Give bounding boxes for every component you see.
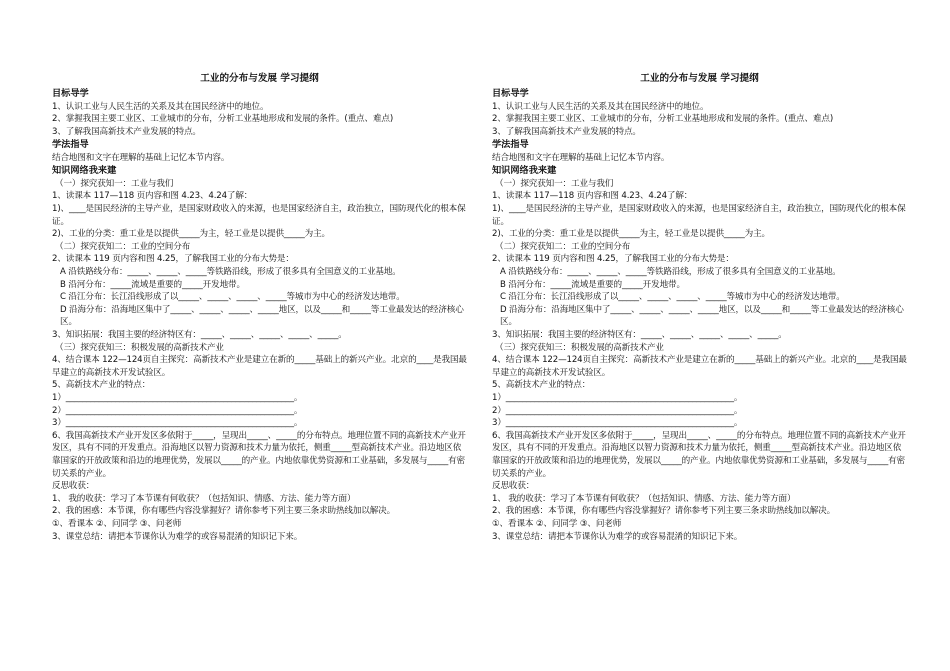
section-2-line-3: 3、知识拓展：我国主要的经济特区有：_____、_____、_____、_____、_____。 [52, 330, 347, 340]
section-1-title: （一）探究获知一：工业与我们 [495, 178, 614, 189]
section-2-item-d: D 沿海分布：沿海地区集中了_____、_____、_____、_____地区，以及_____和_____等工业最发达的经济核心区。 [60, 304, 464, 328]
reflect-heading: 反思收获： [52, 481, 95, 492]
network-heading: 知识网络我来建 [492, 165, 557, 177]
reflect-heading: 反思收获： [492, 481, 535, 492]
section-2-item-c: C 沿江分布：长江沿线形成了以_____、_____、_____、_____等城市为中心的经济发达地带。 [60, 292, 405, 303]
goal-heading: 目标导学 [52, 88, 89, 99]
section-2-title: （二）探究获知二：工业的空间分布 [495, 241, 631, 252]
method-text: 结合地图和文字在理解的基础上记忆本节内容。 [52, 152, 230, 163]
section-1-item-1: 1)、____是国民经济的主导产业，是国家财政收入的来源，也是国家经济自主，政治独立，国防现代化的根本保证。 [492, 204, 906, 227]
goal-item-2: 2、掌握我国主要工业区、工业城市的分布，分析工业基地形成和发展的条件。(重点、难点) [52, 114, 394, 125]
goal-item-3: 3、了解我国高新技术产业发展的特点。 [492, 126, 641, 137]
section-3-line-6: 6、我国高新技术产业开发区多依附于_____，呈现出_____、_____的分布特点。地理位置不同的高新技术产业开发区，具有不同的开发重点。沿海地区以智力资源和技术力量为依托，侧重_____型高新技术产业。沿边地区依靠国家的开放政策和沿边的地理优势，发展以_____的产业。内地依靠优势资源和工业基础，多发展与_____有密切关系的产业。 [52, 430, 466, 479]
section-3-line-5: 5、高新技术产业的特点： [52, 380, 151, 391]
section-2-item-b: B 沿河分布：_____流域是重要的_____开发地带。 [500, 279, 685, 290]
section-2-line-3: 3、知识拓展：我国主要的经济特区有：_____、_____、_____、_____、_____。 [492, 330, 787, 340]
right-column [492, 72, 907, 543]
reflect-options: ①、看课本 ②、问同学 ③、问老师 [52, 518, 182, 529]
section-2-item-d: D 沿海分布：沿海地区集中了_____、_____、_____、_____地区，以及_____和_____等工业最发达的经济核心区。 [500, 304, 904, 328]
section-3-title: （三）探究获知三：积极发展的高新技术产业 [55, 342, 224, 353]
section-3-line-5: 5、高新技术产业的特点： [492, 380, 591, 391]
section-3-line-6: 6、我国高新技术产业开发区多依附于_____，呈现出_____、_____的分布特点。地理位置不同的高新技术产业开发区，具有不同的开发重点。沿海地区以智力资源和技术力量为依托，侧重_____型高新技术产业。沿边地区依靠国家的开放政策和沿边的地理优势，发展以_____的产业。内地依靠优势资源和工业基础，多发展与_____有密切关系的产业。 [492, 430, 906, 479]
section-3-line-4: 4、结合课本 122—124页自主探究：高新技术产业是建立在新的_____基础上的新兴产业。北京的____是我国最早建立的高新技术开发试验区。 [492, 355, 907, 378]
doc-title: 工业的分布与发展 学习提纲 [200, 73, 319, 84]
section-3-title: （三）探究获知三：积极发展的高新技术产业 [495, 342, 664, 353]
section-2-item-b: B 沿河分布：_____流域是重要的_____开发地带。 [60, 279, 245, 290]
reflect-options: ①、看课本 ②、问同学 ③、问老师 [492, 518, 622, 529]
section-2-line-2: 2、读课本 119 页内容和图 4.25，了解我国工业的分布大势是： [52, 254, 294, 265]
section-3-blank-3: 3）_______________________________________________________。 [52, 418, 303, 429]
section-2-item-c: C 沿江分布：长江沿线形成了以_____、_____、_____、_____等城市为中心的经济发达地带。 [500, 292, 845, 303]
reflect-item-3: 3、课堂总结：请把本节课你认为难学的或容易混淆的知识记下来。 [492, 531, 743, 542]
section-2-title: （二）探究获知二：工业的空间分布 [55, 241, 191, 252]
section-3-blank-2: 2）_______________________________________________________。 [492, 405, 743, 416]
section-3-blank-3: 3）_______________________________________________________。 [492, 418, 743, 429]
section-3-line-4: 4、结合课本 122—124页自主探究：高新技术产业是建立在新的_____基础上的新兴产业。北京的____是我国最早建立的高新技术开发试验区。 [52, 355, 467, 378]
left-column [52, 72, 467, 543]
reflect-item-2: 2、我的困惑：本节课，你有哪些内容没掌握好？请你参考下列主要三条求助热线加以解决。 [492, 506, 836, 517]
section-1-title: （一）探究获知一：工业与我们 [55, 178, 174, 189]
reflect-item-1: 1、 我的收获：学习了本节课有何收获？（包括知识、情感、方法、能力等方面） [52, 493, 356, 504]
section-2-line-2: 2、读课本 119 页内容和图 4.25，了解我国工业的分布大势是： [492, 254, 734, 265]
section-3-blank-2: 2）_______________________________________________________。 [52, 405, 303, 416]
section-2-item-a: A 沿铁路线分布：_____、_____、_____等铁路沿线，形成了很多具有全国意义的工业基地。 [500, 267, 841, 278]
method-heading: 学法指导 [52, 139, 89, 151]
section-1-line-1: 1、读课本 117—118 页内容和图 4.23、4.24了解： [492, 191, 693, 202]
reflect-item-2: 2、我的困惑：本节课，你有哪些内容没掌握好？请你参考下列主要三条求助热线加以解决。 [52, 506, 396, 517]
section-1-item-1: 1)、____是国民经济的主导产业，是国家财政收入的来源，也是国家经济自主，政治独立，国防现代化的根本保证。 [52, 204, 466, 227]
method-text: 结合地图和文字在理解的基础上记忆本节内容。 [492, 152, 670, 163]
section-2-item-a: A 沿铁路线分布：_____、_____、_____等铁路沿线，形成了很多具有全国意义的工业基地。 [60, 267, 401, 278]
goal-item-1: 1、认识工业与人民生活的关系及其在国民经济中的地位。 [492, 101, 709, 112]
reflect-item-3: 3、课堂总结：请把本节课你认为难学的或容易混淆的知识记下来。 [52, 531, 303, 542]
section-1-line-1: 1、读课本 117—118 页内容和图 4.23、4.24了解： [52, 191, 253, 202]
goal-item-2: 2、掌握我国主要工业区、工业城市的分布，分析工业基地形成和发展的条件。(重点、难点) [492, 114, 834, 125]
section-3-blank-1: 1）_______________________________________________________。 [52, 392, 303, 403]
goal-heading: 目标导学 [492, 88, 529, 99]
section-3-blank-1: 1）_______________________________________________________。 [492, 392, 743, 403]
reflect-item-1: 1、 我的收获：学习了本节课有何收获？（包括知识、情感、方法、能力等方面） [492, 493, 796, 504]
section-1-item-2: 2)、工业的分类：重工业是以提供_____为主，轻工业是以提供_____为主。 [492, 229, 770, 240]
doc-title: 工业的分布与发展 学习提纲 [640, 73, 759, 84]
goal-item-3: 3、了解我国高新技术产业发展的特点。 [52, 126, 201, 137]
goal-item-1: 1、认识工业与人民生活的关系及其在国民经济中的地位。 [52, 101, 269, 112]
network-heading: 知识网络我来建 [52, 165, 117, 177]
method-heading: 学法指导 [492, 139, 529, 151]
section-1-item-2: 2)、工业的分类：重工业是以提供_____为主，轻工业是以提供_____为主。 [52, 229, 330, 240]
